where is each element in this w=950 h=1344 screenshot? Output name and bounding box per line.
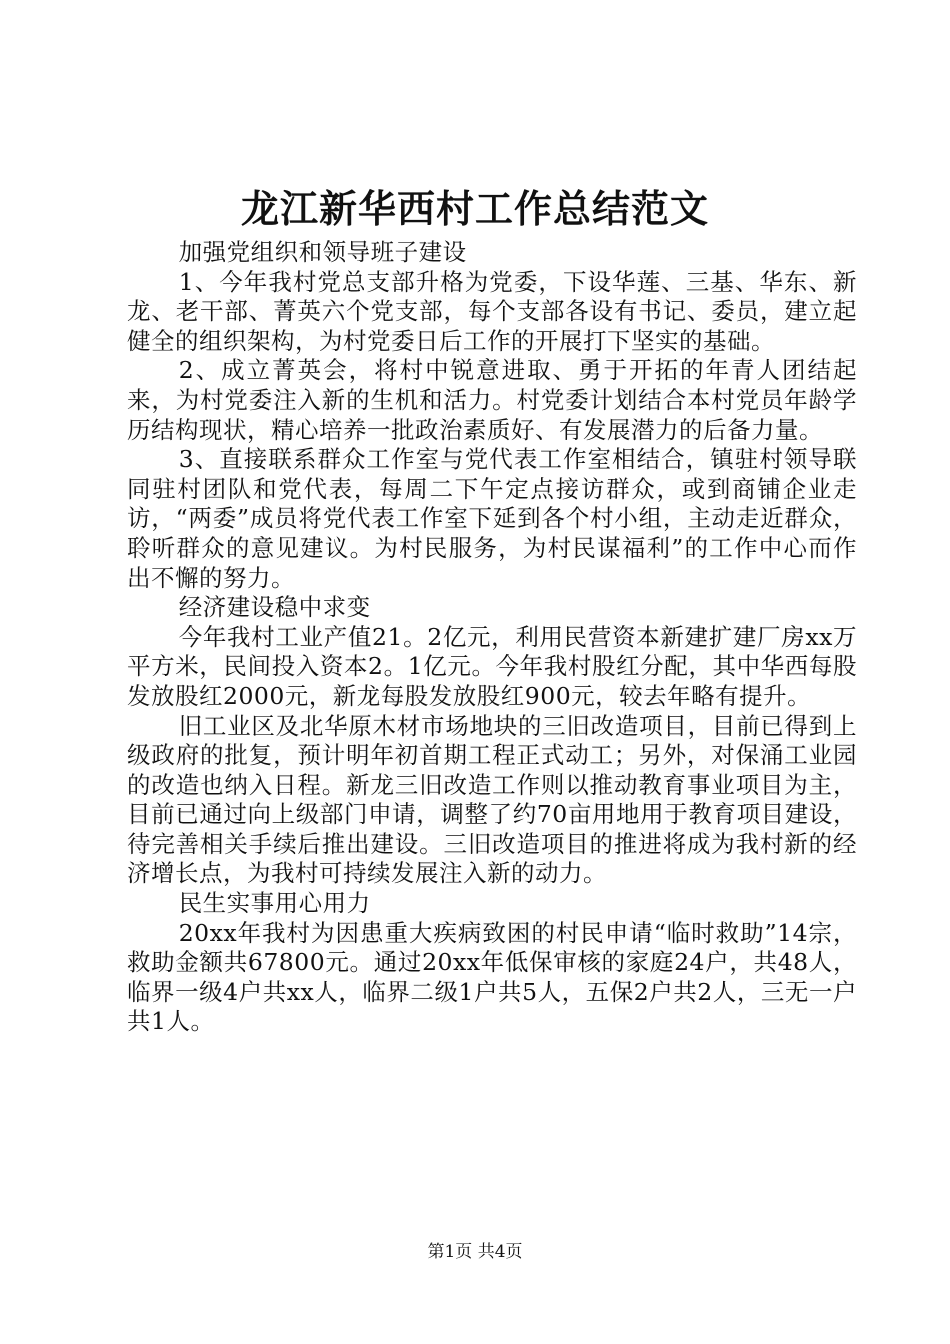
- body-paragraph: 1、今年我村党总支部升格为党委，下设华莲、三基、华东、新龙、老干部、菁英六个党支部，每个支部各设有书记、委员，建立起健全的组织架构，为村党委日后工作的开展打下坚实的基础。: [127, 267, 857, 355]
- section-heading: 加强党组织和领导班子建设: [178, 238, 467, 266]
- body-paragraph: 20xx年我村为因患重大疾病致困的村民申请“临时救助”14宗，救助金额共67800元。通过20xx年低保审核的家庭24户，共48人，临界一级4户共xx人，临界二级1户共5人，五保2户共2人，三无一户共1人。: [127, 918, 857, 1036]
- document-title: 龙江新华西村工作总结范文: [240, 186, 709, 231]
- body-paragraph: 2、成立菁英会，将村中锐意进取、勇于开拓的年青人团结起来，为村党委注入新的生机和活力。村党委计划结合本村党员年龄学历结构现状，精心培养一批政治素质好、有发展潜力的后备力量。: [127, 356, 857, 444]
- section-heading: 民生实事用心用力: [178, 889, 371, 918]
- document-body: [127, 238, 857, 1037]
- section-heading: 经济建设稳中求变: [178, 593, 371, 622]
- body-paragraph: 3、直接联系群众工作室与党代表工作室相结合，镇驻村领导联同驻村团队和党代表，每周二下午定点接访群众，或到商铺企业走访，“两委”成员将党代表工作室下延到各个村小组，主动走近群众，聆听群众的意见建议。为村民服务，为村民谋福利”的工作中心而作出不懈的努力。: [127, 445, 857, 592]
- body-paragraph: 旧工业区及北华原木材市场地块的三旧改造项目，目前已得到上级政府的批复，预计明年初首期工程正式动工；另外，对保涌工业园的改造也纳入日程。新龙三旧改造工作则以推动教育事业项目为主，目前已通过向上级部门申请，调整了约70亩用地用于教育项目建设，待完善相关手续后推出建设。三旧改造项目的推进将成为我村新的经济增长点，为我村可持续发展注入新的动力。: [127, 711, 857, 888]
- page-footer: 第1页 共4页: [427, 1242, 523, 1262]
- body-paragraph: 今年我村工业产值21。2亿元，利用民营资本新建扩建厂房xx万平方米，民间投入资本2。1亿元。今年我村股红分配，其中华西每股发放股红2000元，新龙每股发放股红900元，较去年略有提升。: [127, 622, 857, 710]
